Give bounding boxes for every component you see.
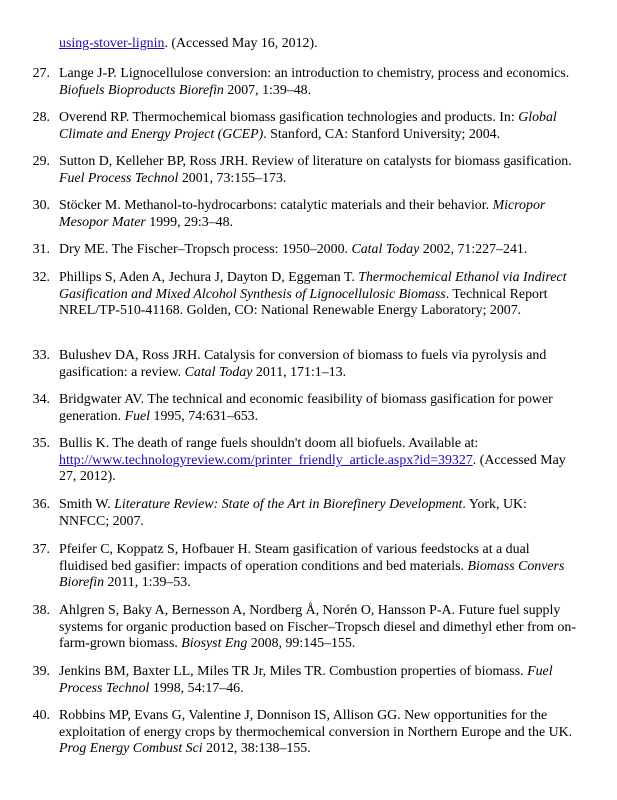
reference-text: Robbins MP, Evans G, Valentine J, Donnison IS, Allison GG. New opportunities for the exploitation of energy crops by thermochemical conversion in Northern Europe and the UK. — [59, 708, 573, 740]
reference-text: Bulushev DA, Ross JRH. Catalysis for conversion of biomass to fuels via pyrolysis and gasification: a review. — [59, 348, 547, 380]
reference-number: 30. — [32, 198, 50, 213]
reference-details: 2001, 73:155–173. — [178, 170, 287, 186]
reference-journal: Biomass Convers Biorefin — [59, 558, 565, 591]
reference-number: 40. — [32, 708, 50, 723]
reference-item — [32, 198, 579, 231]
reference-details: 1998, 54:17–46. — [149, 680, 244, 696]
reference-details: 2002, 71:227–241. — [419, 242, 528, 257]
reference-text: Bullis K. The death of range fuels shouldn't doom all biofuels. Available at: — [59, 436, 479, 451]
reference-number: 38. — [32, 603, 50, 618]
reference-access-note: . (Accessed May 16, 2012). — [164, 36, 318, 51]
reference-text: Overend RP. Thermochemical biomass gasification technologies and products. In: — [59, 110, 519, 125]
reference-journal: Fuel Process Technol — [59, 170, 179, 186]
reference-link[interactable]: using-stover-lignin — [59, 36, 165, 51]
reference-number: 32. — [32, 270, 50, 285]
reference-journal: Global Climate and Energy Project (GCEP) — [59, 110, 557, 142]
reference-number: 29. — [32, 154, 50, 169]
reference-item — [32, 242, 579, 259]
reference-number: 36. — [32, 497, 50, 512]
reference-item — [32, 110, 579, 143]
reference-details: . Technical Report NREL/TP-510-41168. Golden, CO: National Renewable Energy Laboratory; 2007. — [59, 286, 548, 319]
reference-details: . Stanford, CA: Stanford University; 2004. — [263, 126, 501, 142]
reference-details: 2011, 171:1–13. — [252, 364, 347, 380]
reference-details: 1995, 74:631–653. — [150, 408, 259, 424]
continued-reference-tail — [59, 36, 318, 53]
reference-journal: Thermochemical Ethanol via Indirect Gasification and Mixed Alcohol Synthesis of Lignocellulosic Biomass — [59, 270, 567, 302]
reference-item — [32, 603, 579, 653]
reference-journal: Prog Energy Combust Sci — [59, 741, 203, 757]
reference-details: 2011, 1:39–53. — [104, 575, 191, 591]
reference-item — [32, 708, 579, 758]
reference-text: Pfeifer C, Koppatz S, Hofbauer H. Steam gasification of various feedstocks at a dual fluidised bed gasifier: impacts of operation conditions and bed materials. — [59, 542, 530, 574]
reference-item — [32, 154, 579, 187]
reference-number: 37. — [32, 542, 50, 557]
reference-details: . York, UK: NNFCC; 2007. — [59, 497, 527, 529]
reference-journal: Fuel Process Technol — [59, 664, 553, 696]
reference-number: 35. — [32, 436, 50, 451]
reference-item — [32, 392, 579, 425]
reference-details: 2007, 1:39–48. — [223, 82, 312, 98]
reference-number: 34. — [32, 392, 50, 407]
reference-journal: Literature Review: State of the Art in Biorefinery Development — [114, 497, 463, 512]
reference-journal: Catal Today — [351, 242, 420, 257]
reference-details: 1999, 29:3–48. — [145, 214, 234, 230]
reference-item — [32, 348, 579, 381]
reference-journal: Biosyst Eng — [181, 636, 248, 652]
reference-journal: Biofuels Bioproducts Biorefin — [59, 82, 224, 98]
reference-number: 31. — [32, 242, 50, 257]
reference-item — [32, 270, 579, 320]
reference-journal: Micropor Mesopor Mater — [59, 198, 546, 230]
reference-item — [32, 66, 579, 99]
reference-text: Ahlgren S, Baky A, Bernesson A, Nordberg Å, Norén O, Hansson P-A. Future fuel supply systems for organic production based on Fischer–Tropsch diesel and dimethyl ether from on-farm-grown biomass. — [59, 603, 576, 652]
reference-number: 33. — [32, 348, 50, 363]
reference-number: 28. — [32, 110, 50, 125]
reference-details: 2008, 99:145–155. — [247, 636, 356, 652]
reference-item — [32, 664, 579, 697]
reference-text: Sutton D, Kelleher BP, Ross JRH. Review of literature on catalysts for biomass gasification. — [59, 154, 572, 169]
reference-number: 27. — [32, 66, 50, 81]
reference-text: Phillips S, Aden A, Jechura J, Dayton D, Eggeman T. — [59, 270, 359, 285]
reference-item — [32, 436, 579, 486]
reference-number: 39. — [32, 664, 50, 679]
reference-link[interactable]: http://www.technologyreview.com/printer_friendly_article.aspx?id=39327 — [59, 452, 473, 468]
reference-journal: Catal Today — [184, 364, 253, 380]
reference-text: Lange J-P. Lignocellulose conversion: an introduction to chemistry, process and economics. — [59, 66, 570, 81]
reference-text: Jenkins BM, Baxter LL, Miles TR Jr, Miles TR. Combustion properties of biomass. — [59, 664, 528, 679]
reference-details: 2012, 38:138–155. — [202, 741, 311, 757]
reference-item — [32, 542, 579, 592]
reference-text: Smith W. — [59, 497, 115, 512]
reference-text: Stöcker M. Methanol-to-hydrocarbons: catalytic materials and their behavior. — [59, 198, 493, 213]
reference-details: . (Accessed May 27, 2012). — [59, 452, 566, 485]
reference-journal: Fuel — [124, 408, 151, 424]
reference-text: Dry ME. The Fischer–Tropsch process: 1950–2000. — [59, 242, 352, 257]
reference-item — [32, 497, 579, 530]
reference-text: Bridgwater AV. The technical and economic feasibility of biomass gasification for power generation. — [59, 392, 553, 424]
